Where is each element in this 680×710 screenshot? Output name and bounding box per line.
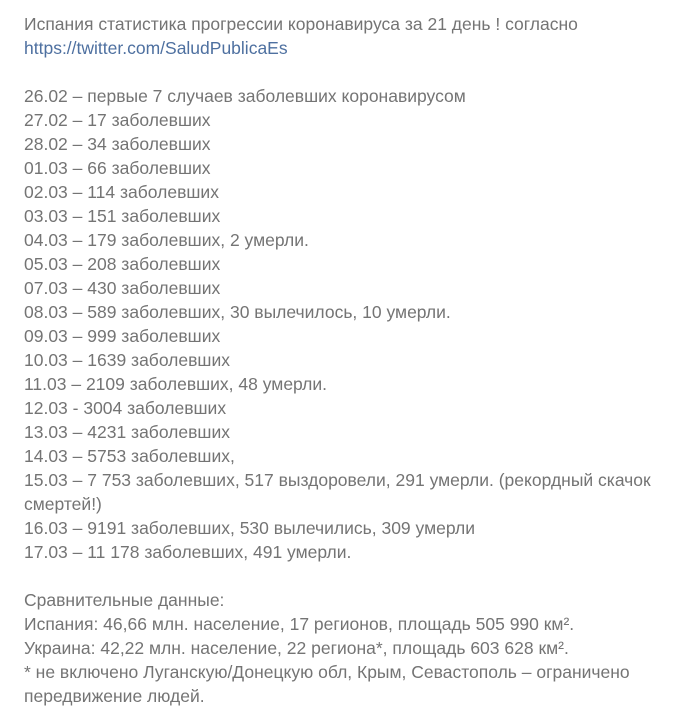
timeline-entry: 08.03 – 589 заболевших, 30 вылечилось, 10 умерли. (24, 302, 451, 322)
timeline-entry: 28.02 – 34 заболевших (24, 134, 211, 154)
timeline-entry: 10.03 – 1639 заболевших (24, 350, 230, 370)
timeline-entry: 03.03 – 151 заболевших (24, 206, 221, 226)
comparison-lines (24, 612, 664, 708)
timeline-entry: 17.03 – 11 178 заболевших, 491 умерли. (24, 542, 352, 562)
timeline-entry: 16.03 – 9191 заболевших, 530 вылечились, 309 умерли (24, 518, 475, 538)
timeline-entry: 07.03 – 430 заболевших (24, 278, 221, 298)
timeline-entry: 15.03 – 7 753 заболевших, 517 выздоровели, 291 умерли. (рекордный скачок смертей!) (24, 470, 651, 514)
timeline-entry: 11.03 – 2109 заболевших, 48 умерли. (24, 374, 328, 394)
timeline-list (24, 84, 664, 564)
post-title: Испания статистика прогрессии коронавируса за 21 день ! согласно (24, 14, 578, 34)
timeline-entry: 02.03 – 114 заболевших (24, 182, 219, 202)
comparison-section (24, 588, 664, 708)
comparison-heading: Сравнительные данные: (24, 590, 225, 610)
intro-paragraph (24, 12, 664, 60)
comparison-line: Испания: 46,66 млн. население, 17 регионов, площадь 505 990 км². (24, 614, 575, 634)
timeline-entry: 26.02 – первые 7 случаев заболевших коронавирусом (24, 86, 466, 106)
timeline-entry: 04.03 – 179 заболевших, 2 умерли. (24, 230, 309, 250)
timeline-entry: 14.03 – 5753 заболевших, (24, 446, 235, 466)
timeline-entry: 05.03 – 208 заболевших (24, 254, 221, 274)
twitter-link[interactable]: https://twitter.com/SaludPublicaEs (24, 38, 288, 58)
timeline-entry: 27.02 – 17 заболевших (24, 110, 211, 130)
timeline-entry: 09.03 – 999 заболевших (24, 326, 221, 346)
timeline-entry: 13.03 – 4231 заболевших (24, 422, 230, 442)
comparison-line: * не включено Луганскую/Донецкую обл, Крым, Севастополь – ограничено передвижение людей. (24, 662, 630, 706)
comparison-line: Украина: 42,22 млн. население, 22 региона*, площадь 603 628 км². (24, 638, 569, 658)
timeline-entry: 01.03 – 66 заболевших (24, 158, 211, 178)
timeline-entry: 12.03 - 3004 заболевших (24, 398, 227, 418)
